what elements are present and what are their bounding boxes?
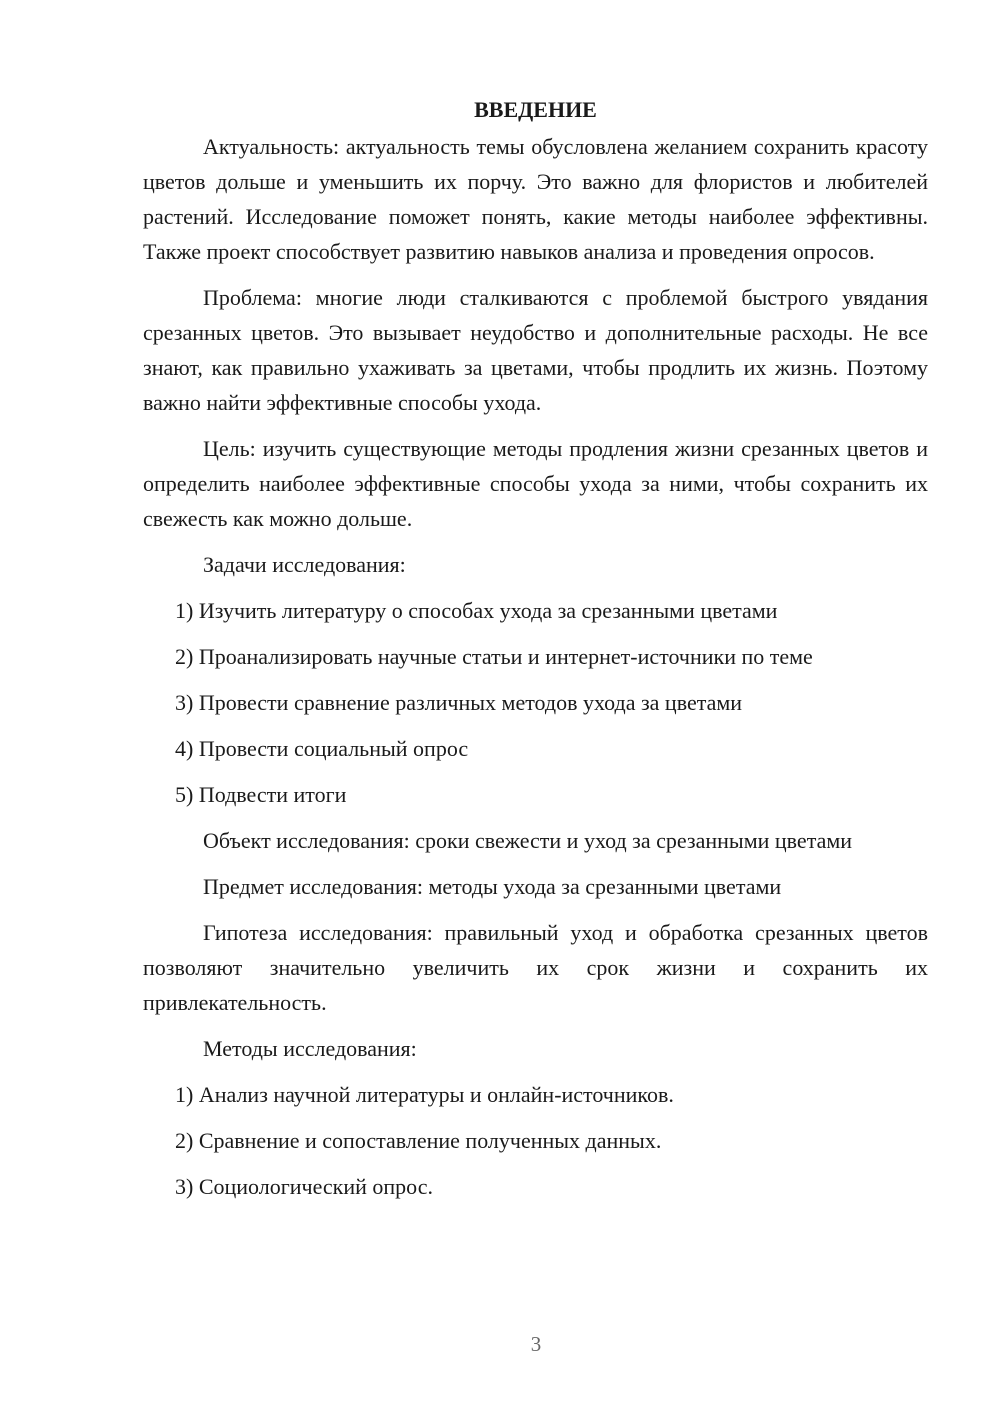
problem-paragraph: Проблема: многие люди сталкиваются с проблемой быстрого увядания срезанных цветов. Это вызывает неудобство и дополнительные расходы. Не все знают, как правильно ухаживать за цветами, чтобы продлить их жизнь. Поэтому важно найти эффективные способы ухода. xyxy=(143,285,928,415)
page-number: 3 xyxy=(530,1332,542,1356)
task-item: 2) Проанализировать научные статьи и интернет-источники по теме xyxy=(175,644,813,669)
methods-label: Методы исследования: xyxy=(203,1036,417,1061)
page-title: ВВЕДЕНИЕ xyxy=(474,97,597,122)
method-item: 1) Анализ научной литературы и онлайн-источников. xyxy=(175,1082,674,1107)
task-item: 5) Подвести итоги xyxy=(175,782,347,807)
task-item: 4) Провести социальный опрос xyxy=(175,736,469,761)
document-page xyxy=(143,92,928,1215)
relevance-paragraph: Актуальность: актуальность темы обусловлена желанием сохранить красоту цветов дольше и уменьшить их порчу. Это важно для флористов и любителей растений. Исследование поможет понять, какие методы наиболее эффективны. Также проект способствует развитию навыков анализа и проведения опросов. xyxy=(143,134,928,264)
hypothesis-paragraph: Гипотеза исследования: правильный уход и обработка срезанных цветов позволяют значительно увеличить их срок жизни и сохранить их привлекательность. xyxy=(143,920,928,1015)
method-item: 2) Сравнение и сопоставление полученных данных. xyxy=(175,1128,662,1153)
tasks-label: Задачи исследования: xyxy=(203,552,406,577)
task-item: 3) Провести сравнение различных методов ухода за цветами xyxy=(175,690,743,715)
task-item: 1) Изучить литературу о способах ухода за срезанными цветами xyxy=(175,598,778,623)
subject-paragraph: Предмет исследования: методы ухода за срезанными цветами xyxy=(203,874,782,899)
goal-paragraph: Цель: изучить существующие методы продления жизни срезанных цветов и определить наиболее эффективные способы ухода за ними, чтобы сохранить их свежесть как можно дольше. xyxy=(143,436,928,531)
method-item: 3) Социологический опрос. xyxy=(175,1174,433,1199)
object-paragraph: Объект исследования: сроки свежести и уход за срезанными цветами xyxy=(203,828,853,853)
